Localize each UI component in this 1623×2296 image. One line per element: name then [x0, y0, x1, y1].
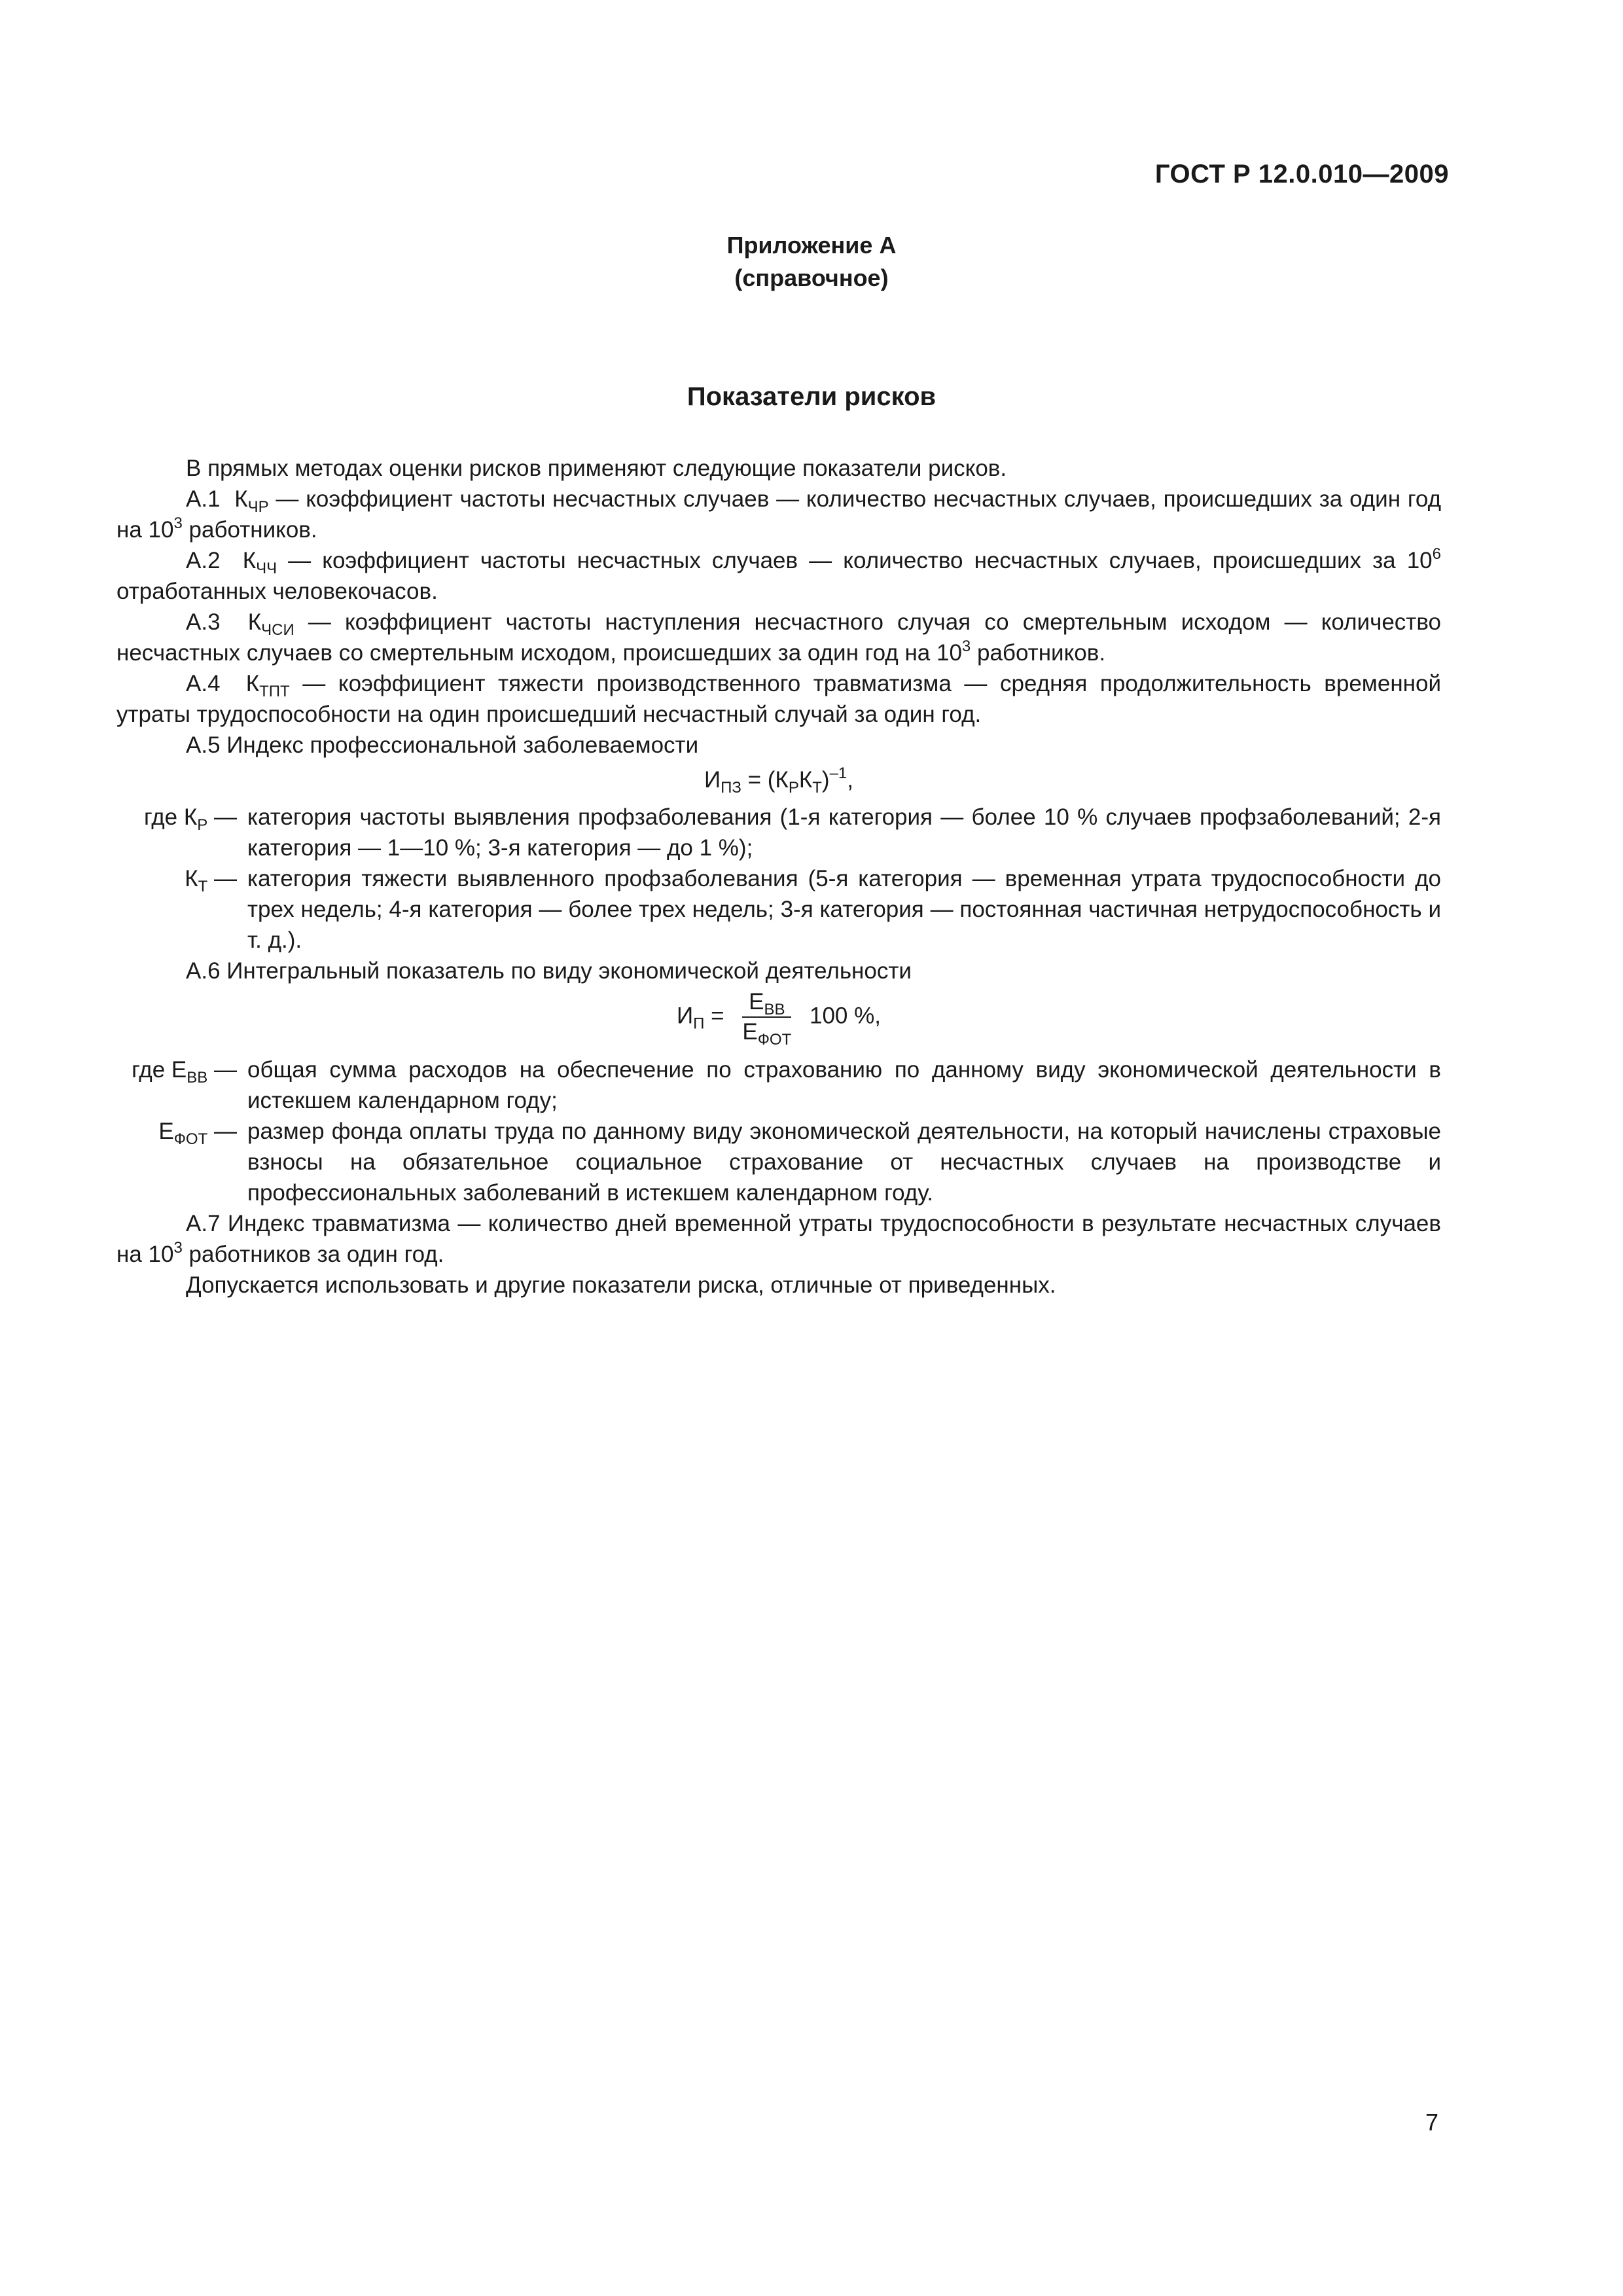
formula-eq: =: [704, 1003, 724, 1029]
appendix-heading: [0, 229, 1623, 295]
item-a2: [116, 545, 1441, 607]
formula-eq: = (К: [741, 767, 789, 793]
item-a4: [116, 668, 1441, 730]
term-dash: —: [207, 1119, 237, 1144]
document-body: [116, 453, 1441, 1300]
item-text-end: работников.: [182, 517, 317, 543]
definition-text: размер фонда оплаты труда по данному виду экономической деятельности, на который начислены страховые взносы на обязательное социальное страхование от несчастных случаев на производстве и профессиональных заболеваний в истекшем календарном году.: [247, 1119, 1441, 1206]
numerator-subscript: ВВ: [764, 1001, 785, 1018]
denominator-symbol: Е: [742, 1019, 758, 1045]
symbol-subscript: ЧСИ: [261, 621, 294, 639]
symbol-subscript: ТПТ: [259, 683, 290, 700]
formula-lhs: И: [677, 1003, 694, 1029]
formula-integral-index: [116, 989, 1441, 1049]
term-dash: —: [207, 1057, 237, 1083]
formula-k: К: [798, 767, 813, 793]
item-text: — коэффициент частоты несчастных случаев — количество несчастных случаев, происшедших за один год на 10: [116, 486, 1441, 543]
definition-term: [116, 802, 247, 833]
formula-fraction: [736, 989, 798, 1049]
symbol: К: [234, 486, 248, 512]
term-symbol: К: [185, 866, 198, 891]
exponent: 3: [961, 637, 971, 655]
item-text-end: отработанных человекочасов.: [116, 579, 438, 604]
item-number: А.1: [186, 486, 221, 512]
item-text-end: работников за один год.: [182, 1242, 444, 1267]
symbol-subscript: ЧЧ: [256, 560, 277, 577]
formula-lhs: И: [704, 767, 721, 793]
item-number: А.3: [186, 609, 221, 635]
fraction-numerator: [742, 989, 791, 1018]
definition-text: категория частоты выявления профзаболевания (1-я категория — более 10 % случаев профзаболеваний; 2-я категория — 1—10 %; 3-я категория — до 1 %);: [247, 804, 1441, 861]
appendix-label: Приложение А: [726, 232, 897, 259]
definition-text: категория тяжести выявленного профзаболевания (5-я категория — временная утрата трудоспособности до трех недель; 4-я категория — более трех недель; 3-я категория — постоянная частичная нетрудоспособность и т. д.).: [247, 866, 1441, 953]
item-number: А.2: [186, 548, 221, 573]
page-title: Показатели рисков: [687, 382, 936, 411]
item-a7: [116, 1208, 1441, 1270]
formula-occupational-index: [116, 764, 1441, 795]
definition-row: [116, 1054, 1441, 1116]
term-subscript: ВВ: [187, 1069, 208, 1086]
fraction-denominator: [736, 1018, 798, 1049]
item-text: — коэффициент частоты несчастных случаев — количество несчастных случаев, происшедших за 10: [277, 548, 1433, 573]
definition-text: общая сумма расходов на обеспечение по страхованию по данному виду экономической деятельности в истекшем календарном году;: [247, 1057, 1441, 1113]
item-a6: А.6 Интегральный показатель по виду экономической деятельности: [186, 958, 912, 984]
term-dash: —: [207, 804, 237, 830]
formula-kp-subscript: Р: [788, 779, 799, 797]
definition-term: [116, 863, 247, 894]
definition-row: [116, 863, 1441, 956]
formula-lhs-subscript: ПЗ: [721, 779, 741, 797]
appendix-type: (справочное): [734, 264, 889, 291]
definition-row: [116, 1116, 1441, 1208]
item-text: А.7 Индекс травматизма — количество дней временной утраты трудоспособности в результате несчастных случаев на 10: [116, 1211, 1441, 1267]
symbol: К: [242, 548, 257, 573]
symbol: К: [247, 609, 262, 635]
term-symbol: Е: [158, 1119, 174, 1144]
denominator-subscript: ФОТ: [757, 1031, 792, 1049]
term-symbol: где К: [144, 804, 198, 830]
formula-tail: 100 %,: [810, 1003, 881, 1029]
standard-header: ГОСТ Р 12.0.010—2009: [1154, 160, 1449, 188]
closing-paragraph: Допускается использовать и другие показатели риска, отличные от приведенных.: [186, 1272, 1056, 1298]
term-subscript: ФОТ: [173, 1130, 208, 1148]
symbol: К: [245, 671, 260, 696]
item-text-end: работников.: [971, 640, 1106, 666]
intro-paragraph: В прямых методах оценки рисков применяют следующие показатели рисков.: [186, 456, 1007, 481]
formula-exponent: –1: [829, 764, 847, 782]
formula-end: ,: [847, 767, 853, 793]
item-number: А.4: [186, 671, 221, 696]
term-subscript: Р: [197, 816, 208, 834]
item-a5: А.5 Индекс профессиональной заболеваемости: [186, 732, 699, 758]
term-dash: —: [207, 866, 237, 891]
definition-term: [116, 1116, 247, 1147]
page-number: 7: [1425, 2109, 1438, 2136]
symbol-subscript: ЧР: [247, 498, 269, 516]
definitions-a5: [116, 802, 1441, 956]
formula-close: ): [821, 767, 830, 793]
term-subscript: Т: [198, 878, 208, 895]
formula-lhs-subscript: П: [693, 1014, 705, 1033]
item-a1: [116, 484, 1441, 545]
exponent: 3: [173, 514, 183, 532]
item-text: — коэффициент тяжести производственного травматизма — средняя продолжительность временной утраты трудоспособности на один происшедший несчастный случай за один год.: [116, 671, 1441, 727]
exponent: 6: [1432, 545, 1441, 563]
numerator-symbol: Е: [749, 989, 764, 1014]
exponent: 3: [173, 1239, 183, 1257]
item-text: — коэффициент частоты наступления несчастного случая со смертельным исходом — количество несчастных случаев со смертельным исходом, происшедших за один год на 10: [116, 609, 1441, 666]
definition-row: [116, 802, 1441, 863]
formula-kt-subscript: Т: [812, 779, 822, 797]
definitions-a6: [116, 1054, 1441, 1208]
term-symbol: где Е: [132, 1057, 187, 1083]
item-a3: [116, 607, 1441, 668]
definition-term: [116, 1054, 247, 1085]
